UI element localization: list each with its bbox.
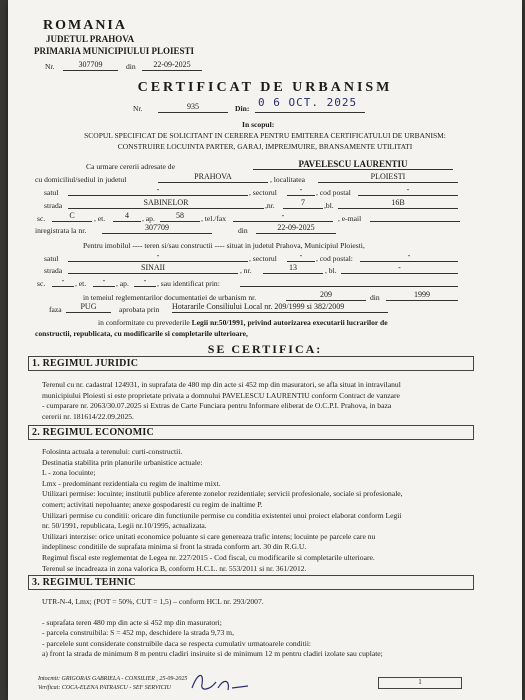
regulation-din-label: din [370,293,380,302]
applicant-nr-label: ,nr. [265,201,275,210]
property-nr: 13 [263,263,323,274]
applicant-email [370,211,460,222]
section2-line: indeplinesc conditiile de suprafata minima si front la strada conform art. 30 din R.G.U. [42,542,307,552]
section1-line: cererii nr. 181614/22.09.2025. [42,411,134,421]
property-sector-label: , sectorul [249,254,277,263]
header-nr-label: Nr. [45,62,55,71]
applicant-sector-label: , sectorul [249,188,277,197]
regulation-intro: in temeiul reglementarilor documentatiei de urbanism nr. [83,293,257,302]
section3-line: - parcelele sunt considerate construibile daca se respecta cumulativ urmatoarele conditii: [42,638,312,648]
document-page [8,0,522,700]
applicant-county: PRAHOVA [158,172,268,183]
applicant-village: - [68,185,248,196]
property-postal: - [360,251,458,262]
regulation-law-line1 [98,319,388,327]
property-et-label: , et. [75,279,87,288]
regulation-faza: PUG [66,302,111,313]
section1-line: Terenul cu nr. cadastral 124931, in suprafata de 480 mp din acte si 452 mp din masuratori, se afla situat in intravilanul [42,380,401,389]
property-sector: - [287,251,315,262]
applicant-postal-label: , cod postal [316,188,351,197]
property-sc-label: sc. [37,279,46,288]
section2-line: comert; activitati nepoluante; anexe gospodaresti cu regim de inaltime P. [42,499,263,509]
section2-line: L - zona locuinte; [42,468,96,478]
section1-title: 1. REGIMUL JURIDIC [32,358,139,369]
purpose-line1: SCOPUL SPECIFICAT DE SOLICITANT IN CEREREA PENTRU EMITEREA CERTIFICATULUI DE URBANISM: [84,131,446,140]
property-ident-line [240,276,458,287]
section2-line: Regimul fiscal este reglementat de Legea nr. 227/2015 - Cod fiscal, cu modificarile si completarile ulterioare. [42,552,375,562]
applicant-tel: - [233,211,333,222]
header-institution: PRIMARIA MUNICIPIULUI PLOIESTI [34,46,195,56]
section2-line: Utilizari permise cu conditii: oricare din functiunile permise cu conditia existentei unui proiect elaborat conform Legii [42,510,402,520]
property-sc: - [52,276,74,287]
section1-line: - cumparare nr. 2063/30.07.2025 si Extras de Carte Funciara pentru Informare eliberat de O.C.P.I. Prahova, in baza [42,401,392,411]
section2-line: Utilizari permise: locuinte; institutii publice aferente zonelor rezidentiale; servicii profesionale, sociale si profesionale, [42,489,403,499]
purpose-label: In scopul: [242,120,275,129]
header-nr-value: 307709 [63,60,118,71]
applicant-sector: - [287,185,315,196]
applicant-nr: 7 [283,198,323,209]
applicant-reg-date: 22-09-2025 [256,223,336,234]
section3-line: - parcela construibila: S = 452 mp, deschidere la strada 9,73 m, [42,628,234,638]
section2-line: Terenul se incadreaza in zona valorica B, conform H.C.L. nr. 553/2011 si nr. 361/2012. [42,563,307,573]
purpose-line2: CONSTRUIRE LOCUINTA PARTER, GARAJ, IMPREJMUIRE, BRANSAMENTE UTILITATI [117,142,413,151]
regulation-law-name: Legii nr.50/1991, privind autorizarea executarii lucrarilor de [191,318,388,327]
cert-nr-label: Nr. [133,104,143,113]
applicant-postal: - [358,185,458,196]
applicant-sc: C [52,211,92,222]
regulation-faza-label: faza [49,305,62,314]
regulation-approved: Hotararile Consiliului Local nr. 209/1999 si 382/2009 [172,302,388,313]
regulation-nr: 209 [286,290,366,301]
property-street-label: strada [44,266,63,275]
applicant-ap: 58 [160,211,200,222]
applicant-bl: 16B [338,198,458,209]
applicant-email-label: , e-mail [338,214,362,223]
applicant-bl-label: ,bl. [324,201,334,210]
property-street: SINAII [68,263,238,274]
applicant-sc-label: sc. [37,214,46,223]
section2-line: Utilizari interzise: orice unitati economice poluante si care genereaza trafic intens; locuinte pe parcele care nu [42,531,376,541]
document-title: CERTIFICAT DE URBANISM [137,80,393,95]
section2-line: Destinatia stabilita prin planurile urbanistice actuale: [42,457,203,467]
cert-nr-value: 935 [158,102,228,113]
property-intro: Pentru imobilul ---- teren si/sau constructii ---- situat in judetul Prahova, Municipiul Ploiesti, [83,241,365,250]
applicant-tel-label: , tel./fax [201,214,227,223]
date-stamp: 0 6 OCT. 2025 [258,96,358,109]
section1-body [42,380,401,422]
applicant-locality: PLOIESTI [318,172,458,183]
signature-mark [188,668,258,696]
header-country: ROMANIA [43,18,127,33]
section2-title: 2. REGIMUL ECONOMIC [32,427,154,438]
applicant-et: 4 [113,211,141,222]
regulation-approved-label: aprobata prin [119,305,160,314]
section1-line: municipiului Ploiesti si este proprietate privata a domnului PAVELESCU LAURENTIU conform Contract de vanzare [42,390,400,400]
regulation-law-prefix: in conformitate cu prevederile [98,318,192,327]
section2-body [42,447,403,574]
applicant-name: PAVELESCU LAURENTIU [253,159,453,170]
property-bl: - [341,263,458,274]
property-et: - [93,276,115,287]
property-bl-label: , bl. [325,266,337,275]
section2-line: nr. 50/1991, republicata, Legii nr.10/1995, actualizata. [42,521,207,531]
applicant-et-label: , et. [94,214,106,223]
section3-title: 3. REGIMUL TEHNIC [32,577,136,588]
footer-verified: Verificat: COCA-ELENA PATRASCU - SEF SERVICIU [38,685,171,691]
section3-line [42,608,383,618]
property-ap-label: , ap. [116,279,129,288]
page-number: 1 [418,678,422,686]
applicant-locality-label: , localitatea [270,175,305,184]
applicant-ap-label: , ap. [142,214,155,223]
property-nr-label: , nr. [240,266,252,275]
applicant-village-label: satul [44,188,59,197]
header-din-value: 22-09-2025 [142,60,202,71]
applicant-reg-din-label: din [238,226,248,235]
applicant-intro: Ca urmare cererii adresate de [86,162,175,171]
section3-line: UTR-N-4, Lmx; (POT = 50%, CUT = 1,5) – conform HCL nr. 293/2007. [42,597,264,606]
section3-line: a) front la strada de minimum 8 m pentru cladiri insiruite si de minimum 12 m pentru cladiri izolate sau cuplate; [42,649,383,659]
se-certifica-heading: SE CERTIFICA: [207,342,323,356]
applicant-street: SABINELOR [68,198,264,209]
applicant-reg-nr: 307709 [102,223,212,234]
header-din-label: din [126,62,136,71]
property-postal-label: , cod postal: [316,254,353,263]
header-county: JUDETUL PRAHOVA [46,34,135,44]
property-ident-label: , sau identificat prin: [157,279,220,288]
applicant-street-label: strada [44,201,63,210]
section3-line: - suprafata teren 480 mp din acte si 452 mp din masuratori; [42,617,222,627]
section2-line: Folosinta actuala a terenului: curti-constructii. [42,447,183,456]
property-village: - [68,251,248,262]
regulation-law-line2: constructii, republicata, cu modificarile si completarile ulterioare, [35,329,248,338]
footer-drafted: Intocmit: GRIGORAS GABRIELA - CONSILIER , 25-09-2025 [38,676,188,682]
property-ap: - [134,276,156,287]
property-village-label: satul [44,254,59,263]
cert-din-label: Din: [235,104,250,113]
section3-body [42,597,383,660]
section2-line: Lmx - predominant rezidentiala cu regim de inaltime mixt. [42,478,221,488]
applicant-domicile-label: cu domiciliul/sediul in judetul [35,175,127,184]
regulation-year: 1999 [386,290,458,301]
applicant-reg-label: inregistrata la nr. [35,226,87,235]
